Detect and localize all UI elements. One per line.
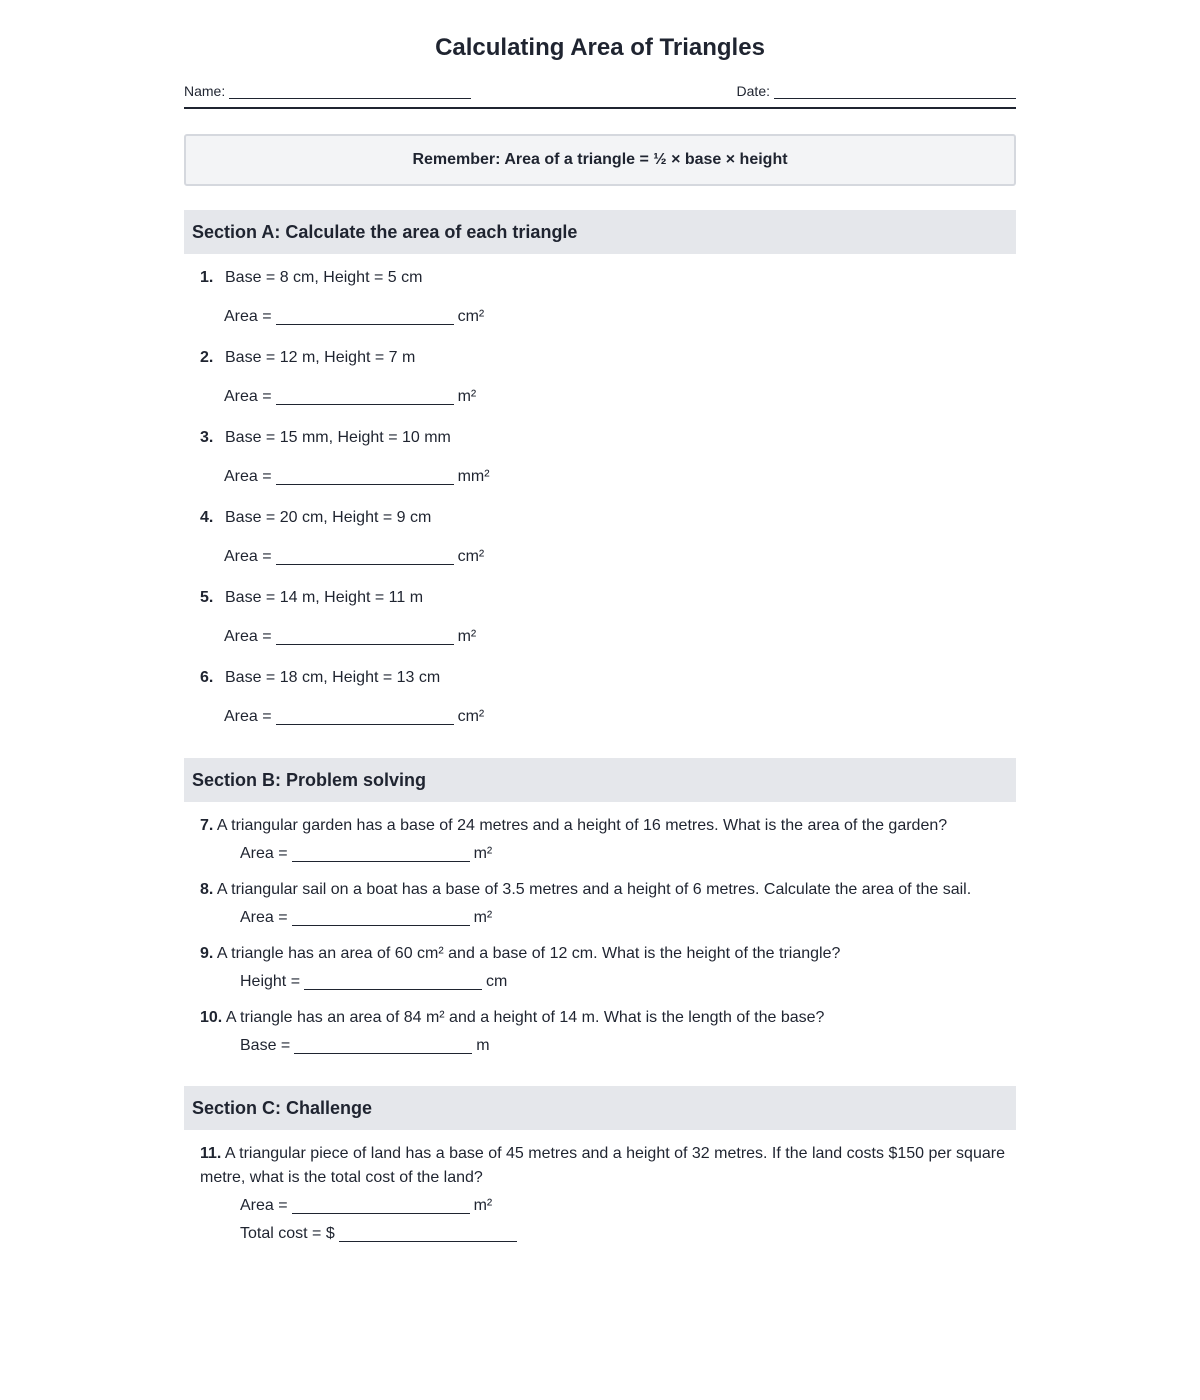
answer-unit: m² <box>473 845 493 862</box>
answer-blank[interactable] <box>304 971 482 990</box>
answer-row-total-cost <box>200 1222 1016 1246</box>
question-text: Base = 15 mm, Height = 10 mm <box>225 429 451 446</box>
answer-blank[interactable] <box>292 843 470 862</box>
question-text: Base = 8 cm, Height = 5 cm <box>225 269 423 286</box>
question-9 <box>184 934 1016 998</box>
question-number: 2. <box>200 349 214 366</box>
formula-reminder: Remember: Area of a triangle = ½ × base × height <box>184 134 1016 186</box>
answer-label: Area = <box>224 308 272 325</box>
answer-unit: cm <box>486 973 508 990</box>
answer-blank[interactable] <box>276 546 454 565</box>
question-11 <box>184 1130 1016 1246</box>
date-blank[interactable] <box>774 84 1016 99</box>
page-title: Calculating Area of Triangles <box>435 34 765 61</box>
answer-blank[interactable] <box>276 706 454 725</box>
answer-blank[interactable] <box>276 306 454 325</box>
section-c-heading: Section C: Challenge <box>184 1086 1016 1130</box>
answer-unit: mm² <box>457 468 490 485</box>
answer-blank[interactable] <box>292 1195 470 1214</box>
section-c <box>184 1130 1016 1246</box>
question-text: A triangular garden has a base of 24 metres and a height of 16 metres. What is the area of the garden? <box>216 817 948 834</box>
answer-label: Area = <box>224 708 272 725</box>
question-number: 4. <box>200 509 214 526</box>
question-8 <box>184 870 1016 934</box>
answer-row <box>184 614 1016 654</box>
section-b <box>184 802 1016 1062</box>
answer-unit: m² <box>473 909 493 926</box>
question-text: Base = 12 m, Height = 7 m <box>225 349 416 366</box>
answer-row <box>200 1030 1016 1062</box>
question-number: 3. <box>200 429 214 446</box>
answer-label: Area = <box>240 845 288 862</box>
question-6 <box>184 654 1016 694</box>
name-date-row <box>184 83 1016 109</box>
answer-blank[interactable] <box>276 386 454 405</box>
answer-unit: cm² <box>457 308 485 325</box>
answer-row <box>184 454 1016 494</box>
question-number: 6. <box>200 669 214 686</box>
answer-blank[interactable] <box>294 1035 472 1054</box>
answer-label: Area = <box>224 468 272 485</box>
name-field <box>184 83 471 99</box>
answer-unit: m² <box>457 628 477 645</box>
answer-label: Area = <box>240 1197 288 1214</box>
question-text: A triangular sail on a boat has a base of 3.5 metres and a height of 6 metres. Calculate the area of the sail. <box>216 881 972 898</box>
answer-blank[interactable] <box>292 907 470 926</box>
answer-unit: cm² <box>457 708 485 725</box>
question-number: 10. <box>200 1009 223 1026</box>
question-1 <box>184 254 1016 294</box>
date-label: Date: <box>736 83 770 99</box>
answer-blank[interactable] <box>276 466 454 485</box>
section-a <box>184 254 1016 734</box>
question-5 <box>184 574 1016 614</box>
question-3 <box>184 414 1016 454</box>
answer-row <box>184 374 1016 414</box>
question-text: A triangle has an area of 60 cm² and a base of 12 cm. What is the height of the triangle? <box>216 945 841 962</box>
name-label: Name: <box>184 83 226 99</box>
question-number: 7. <box>200 817 214 834</box>
question-2 <box>184 334 1016 374</box>
answer-blank[interactable] <box>339 1223 517 1242</box>
question-number: 1. <box>200 269 214 286</box>
answer-label: Total cost = $ <box>240 1225 335 1242</box>
answer-label: Height = <box>240 973 301 990</box>
answer-row <box>200 902 1016 934</box>
question-4 <box>184 494 1016 534</box>
answer-label: Area = <box>224 388 272 405</box>
question-text: A triangular piece of land has a base of 45 metres and a height of 32 metres. If the land costs $150 per square metre, what is the total cost of the land? <box>200 1145 1005 1186</box>
question-text: Base = 14 m, Height = 11 m <box>225 589 424 606</box>
answer-label: Area = <box>224 628 272 645</box>
worksheet-page <box>184 0 1016 1246</box>
answer-unit: m² <box>473 1197 493 1214</box>
question-number: 8. <box>200 881 214 898</box>
question-number: 9. <box>200 945 214 962</box>
answer-label: Area = <box>240 909 288 926</box>
answer-label: Base = <box>240 1037 291 1054</box>
question-10 <box>184 998 1016 1062</box>
answer-row <box>200 966 1016 998</box>
answer-blank[interactable] <box>276 626 454 645</box>
question-7 <box>184 802 1016 870</box>
section-a-heading: Section A: Calculate the area of each triangle <box>184 210 1016 254</box>
answer-row-area <box>200 1190 1016 1222</box>
answer-unit: m² <box>457 388 477 405</box>
question-text: A triangle has an area of 84 m² and a height of 14 m. What is the length of the base? <box>225 1009 825 1026</box>
answer-row <box>184 694 1016 734</box>
answer-unit: m <box>476 1037 490 1054</box>
question-text: Base = 18 cm, Height = 13 cm <box>225 669 441 686</box>
answer-label: Area = <box>224 548 272 565</box>
answer-unit: cm² <box>457 548 485 565</box>
answer-row <box>200 838 1016 870</box>
answer-row <box>184 534 1016 574</box>
answer-row <box>184 294 1016 334</box>
date-field <box>737 83 1016 99</box>
question-text: Base = 20 cm, Height = 9 cm <box>225 509 432 526</box>
name-blank[interactable] <box>229 84 471 99</box>
section-b-heading: Section B: Problem solving <box>184 758 1016 802</box>
question-number: 11. <box>200 1145 222 1162</box>
question-number: 5. <box>200 589 214 606</box>
